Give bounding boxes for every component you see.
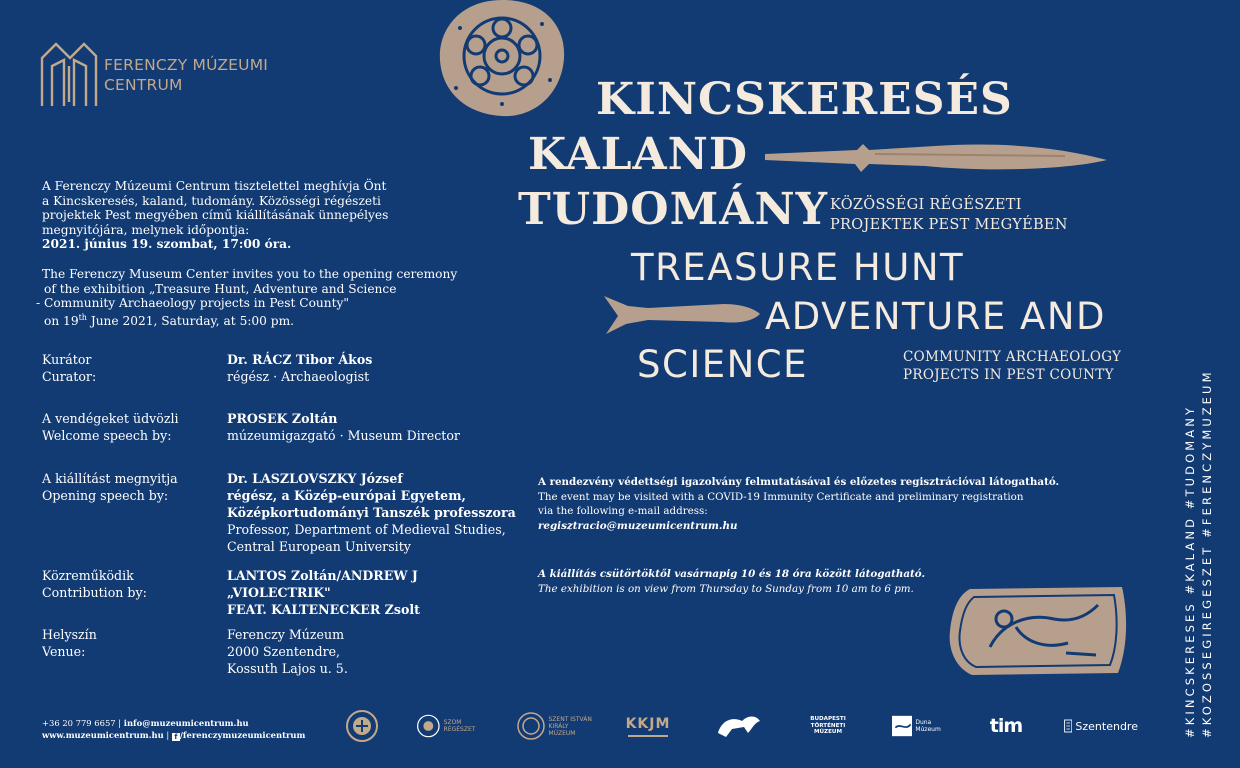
contact-line2: www.muzeumicentrum.hu | f /ferenczymuzeumicentrum: [42, 730, 306, 741]
credit-label-hu: A vendégeket üdvözli: [42, 411, 179, 426]
invitation-en-line1: The Ferenczy Museum Center invites you to the opening ceremony: [42, 267, 458, 281]
tim-logo-label: tim: [989, 715, 1023, 737]
notice-line3: via the following e-mail address:: [538, 505, 708, 517]
partner-logo-szentendre: [1064, 706, 1138, 746]
notice-line2: The event may be visited with a COVID-19 Immunity Certificate and preliminary registration: [538, 490, 1024, 503]
kkjm-logo-rule: [628, 735, 668, 737]
invitation-en-line4: [42, 311, 457, 329]
credit-label-en: Curator:: [42, 369, 97, 384]
credit-value-line: Középkortudományi Tanszék professzora: [227, 505, 516, 520]
bronze-disc-artifact-image: [438, 0, 566, 118]
logo-text-line2: CENTRUM: [104, 76, 183, 94]
subtitle-en-line2: PROJECTS IN PEST COUNTY: [903, 367, 1114, 383]
credit-value-line: FEAT. KALTENECKER Zsolt: [227, 602, 420, 617]
opening-hours-hu: A kiállítás csütörtöktől vasárnapig 10 és 18 óra között látogatható.: [538, 568, 926, 580]
credit-label-en: Venue:: [42, 644, 86, 659]
notice-line1: A rendezvény védettségi igazolvány felmutatásával és előzetes regisztrációval látogatható.: [538, 476, 1060, 488]
title-en-line1: TREASURE HUNT: [631, 246, 965, 289]
contact-website[interactable]: www.muzeumicentrum.hu: [42, 730, 164, 740]
partner-logo-lion: [712, 706, 764, 746]
credit-value: [227, 626, 348, 677]
invitation-en-line2: of the exhibition „Treasure Hunt, Adventure and Science: [44, 281, 397, 296]
credit-value-line: LANTOS Zoltán/ANDREW J „VIOLECTRIK": [227, 568, 418, 600]
credit-value-line: Professor, Department of Medieval Studies,: [227, 522, 506, 537]
credit-label: [42, 567, 147, 601]
szom-logo-icon: [416, 711, 441, 741]
emblem-logo-icon: [345, 709, 379, 743]
contact-facebook[interactable]: /ferenczymuzeumicentrum: [179, 730, 306, 740]
credit-value: [227, 567, 522, 618]
credit-value: [227, 470, 516, 555]
registration-notice: [538, 475, 1059, 533]
credit-value-line: PROSEK Zoltán: [227, 411, 338, 426]
partner-logo-duna-muzeum: [892, 706, 952, 746]
museum-building-icon: [40, 40, 98, 108]
credit-label: [42, 351, 96, 385]
subtitle-en-line1: COMMUNITY ARCHAEOLOGY: [903, 349, 1122, 365]
credit-value-line: Dr. RÁCZ Tibor Ákos: [227, 352, 373, 367]
duna-muzeum-logo-label: Duna Múzeum: [915, 719, 941, 733]
credit-value-line: régész · Archaeologist: [227, 369, 370, 384]
kkjm-logo-label: KKJM: [625, 715, 671, 732]
partner-logo-emblem: [342, 706, 382, 746]
invitation-en-date-pre: on 19: [44, 313, 79, 328]
title-en-line2: ADVENTURE AND: [765, 295, 1107, 338]
subtitle-hu-line2: PROJEKTEK PEST MEGYÉBEN: [830, 217, 1068, 233]
hashtags-line2: #KOZOSSEGIREGESZET #FERENCZYMUZEUM: [1200, 369, 1214, 738]
knife-blade-artifact-image: [765, 136, 1107, 176]
arrowhead-artifact-image: [604, 290, 760, 338]
credit-label-hu: Kurátor: [42, 352, 92, 367]
title-hu-line3: TUDOMÁNY: [518, 184, 829, 235]
title-en-line3: SCIENCE: [637, 343, 809, 386]
partner-logo-szom: [416, 706, 486, 746]
title-hu-line2: KALAND: [528, 129, 749, 180]
partner-logo-tim: [984, 706, 1028, 746]
szentendre-logo-label: Szentendre: [1075, 719, 1138, 733]
szent-istvan-logo-icon: [516, 711, 546, 741]
partner-logo-kkjm: [620, 706, 676, 746]
credit-label-en: Contribution by:: [42, 585, 147, 600]
credit-value-line: Ferenczy Múzeum: [227, 627, 345, 642]
credit-label-en: Opening speech by:: [42, 488, 169, 503]
footer-contact: [42, 717, 305, 741]
title-hu-line1: KINCSKERESÉS: [596, 74, 1013, 125]
credit-label-hu: Helyszín: [42, 627, 97, 642]
invitation-hu: [42, 179, 388, 252]
registration-email-link[interactable]: regisztracio@muzeumicentrum.hu: [538, 519, 738, 532]
invitation-hu-line1: A Ferenczy Múzeumi Centrum tisztelettel meghívja Önt: [42, 179, 387, 193]
invitation-en: [36, 267, 458, 328]
invitation-hu-line2: a Kincskeresés, kaland, tudomány. Közösségi régészeti: [42, 193, 381, 208]
credit-value-line: régész, a Közép-európai Egyetem,: [227, 488, 466, 503]
belt-plate-artifact-image: [946, 583, 1130, 679]
invitation-en-line3: - Community Archaeology projects in Pest County": [36, 296, 350, 311]
btm-logo-label: BUDAPESTI TÖRTÉNETI MÚZEUM: [810, 716, 846, 736]
contact-line1: +36 20 779 6657 | info@muzeumicentrum.hu: [42, 718, 249, 728]
credit-value: [227, 410, 460, 444]
contact-phone[interactable]: +36 20 779 6657: [42, 718, 116, 728]
invitation-en-date-post: June 2021, Saturday, at 5:00 pm.: [86, 313, 295, 328]
partner-logo-btm: [806, 706, 850, 746]
invitation-hu-line4: megnyitójára, melynek időpontja:: [42, 222, 250, 237]
credit-label: [42, 470, 178, 504]
invitation-en-date-sup: th: [78, 312, 87, 322]
hashtags-line1: #KINCSKERESES #KALAND #TUDOMANY: [1183, 404, 1197, 738]
lion-logo-icon: [714, 711, 762, 741]
szentendre-logo-icon: [1064, 715, 1072, 737]
facebook-icon: f: [172, 733, 180, 741]
credit-value: [227, 351, 372, 385]
credit-value-line: Dr. LASZLOVSZKY József: [227, 471, 403, 486]
opening-hours: [538, 567, 925, 596]
ferenczy-muzeumi-centrum-logo: [40, 40, 300, 110]
credit-label: [42, 410, 179, 444]
credit-label-hu: A kiállítást megnyitja: [42, 471, 178, 486]
credit-value-line: 2000 Szentendre,: [227, 644, 341, 659]
szom-logo-label: SZOM RÉGÉSZET: [443, 719, 476, 733]
credit-value-line: Central European University: [227, 539, 411, 554]
invitation-hu-line3: projektek Pest megyében című kiállításának ünnepélyes: [42, 208, 389, 223]
credit-value-line: Kossuth Lajos u. 5.: [227, 661, 348, 676]
invitation-hu-date: 2021. június 19. szombat, 17:00 óra.: [42, 237, 292, 252]
credit-label-en: Welcome speech by:: [42, 428, 172, 443]
logo-text-line1: FERENCZY MÚZEUMI: [104, 56, 269, 74]
duna-muzeum-logo-icon: [892, 714, 912, 738]
opening-hours-en: The exhibition is on view from Thursday to Sunday from 10 am to 6 pm.: [538, 582, 914, 595]
credit-label: [42, 626, 97, 660]
contact-email[interactable]: info@muzeumicentrum.hu: [123, 718, 249, 728]
subtitle-hu-line1: KÖZÖSSÉGI RÉGÉSZETI: [830, 197, 1022, 213]
partner-logo-szent-istvan: [514, 706, 594, 746]
szent-istvan-logo-label: SZENT ISTVÁN KIRÁLY MÚZEUM: [548, 715, 592, 737]
credit-value-line: múzeumigazgató · Museum Director: [227, 428, 460, 443]
credit-label-hu: Közreműködik: [42, 568, 134, 583]
